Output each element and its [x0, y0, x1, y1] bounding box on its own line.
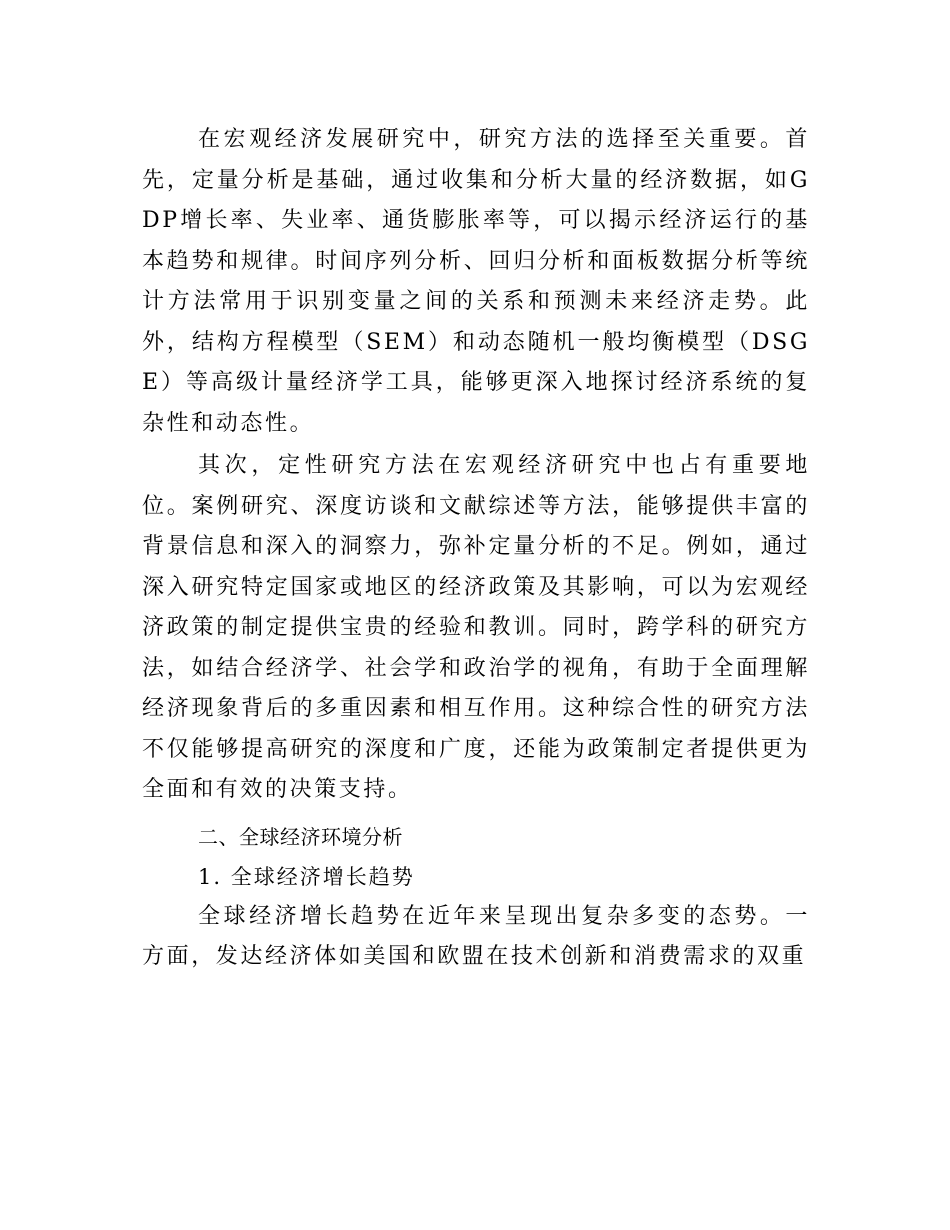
- subsection-heading: 1. 全球经济增长趋势: [198, 864, 415, 889]
- paragraph-research-methods-quantitative: 在宏观经济发展研究中，研究方法的选择至关重要。首先，定量分析是基础，通过收集和分析大量的经济数据，如GDP增长率、失业率、通货膨胀率等，可以揭示经济运行的基本趋势和规律。时间序列分析、回归分析和面板数据分析等统计方法常用于识别变量之间的关系和预测未来经济走势。此外，结构方程模型（SEM）和动态随机一般均衡模型（DSGE）等高级计量经济学工具，能够更深入地探讨经济系统的复杂性和动态性。: [142, 127, 810, 436]
- document-body: [142, 120, 810, 978]
- paragraph-research-methods-qualitative: 其次，定性研究方法在宏观经济研究中也占有重要地位。案例研究、深度访谈和文献综述等方法，能够提供丰富的背景信息和深入的洞察力，弥补定量分析的不足。例如，通过深入研究特定国家或地区的经济政策及其影响，可以为宏观经济政策的制定提供宝贵的经验和教训。同时，跨学科的研究方法，如结合经济学、社会学和政治学的视角，有助于全面理解经济现象背后的多重因素和相互作用。这种综合性的研究方法不仅能够提高研究的深度和广度，还能为政策制定者提供更为全面和有效的决策支持。: [142, 453, 810, 802]
- paragraph-global-growth-trend: 全球经济增长趋势在近年来呈现出复杂多变的态势。一方面，发达经济体如美国和欧盟在技术创新和消费需求的双重: [142, 903, 810, 969]
- section-heading: 二、全球经济环境分析: [198, 824, 403, 849]
